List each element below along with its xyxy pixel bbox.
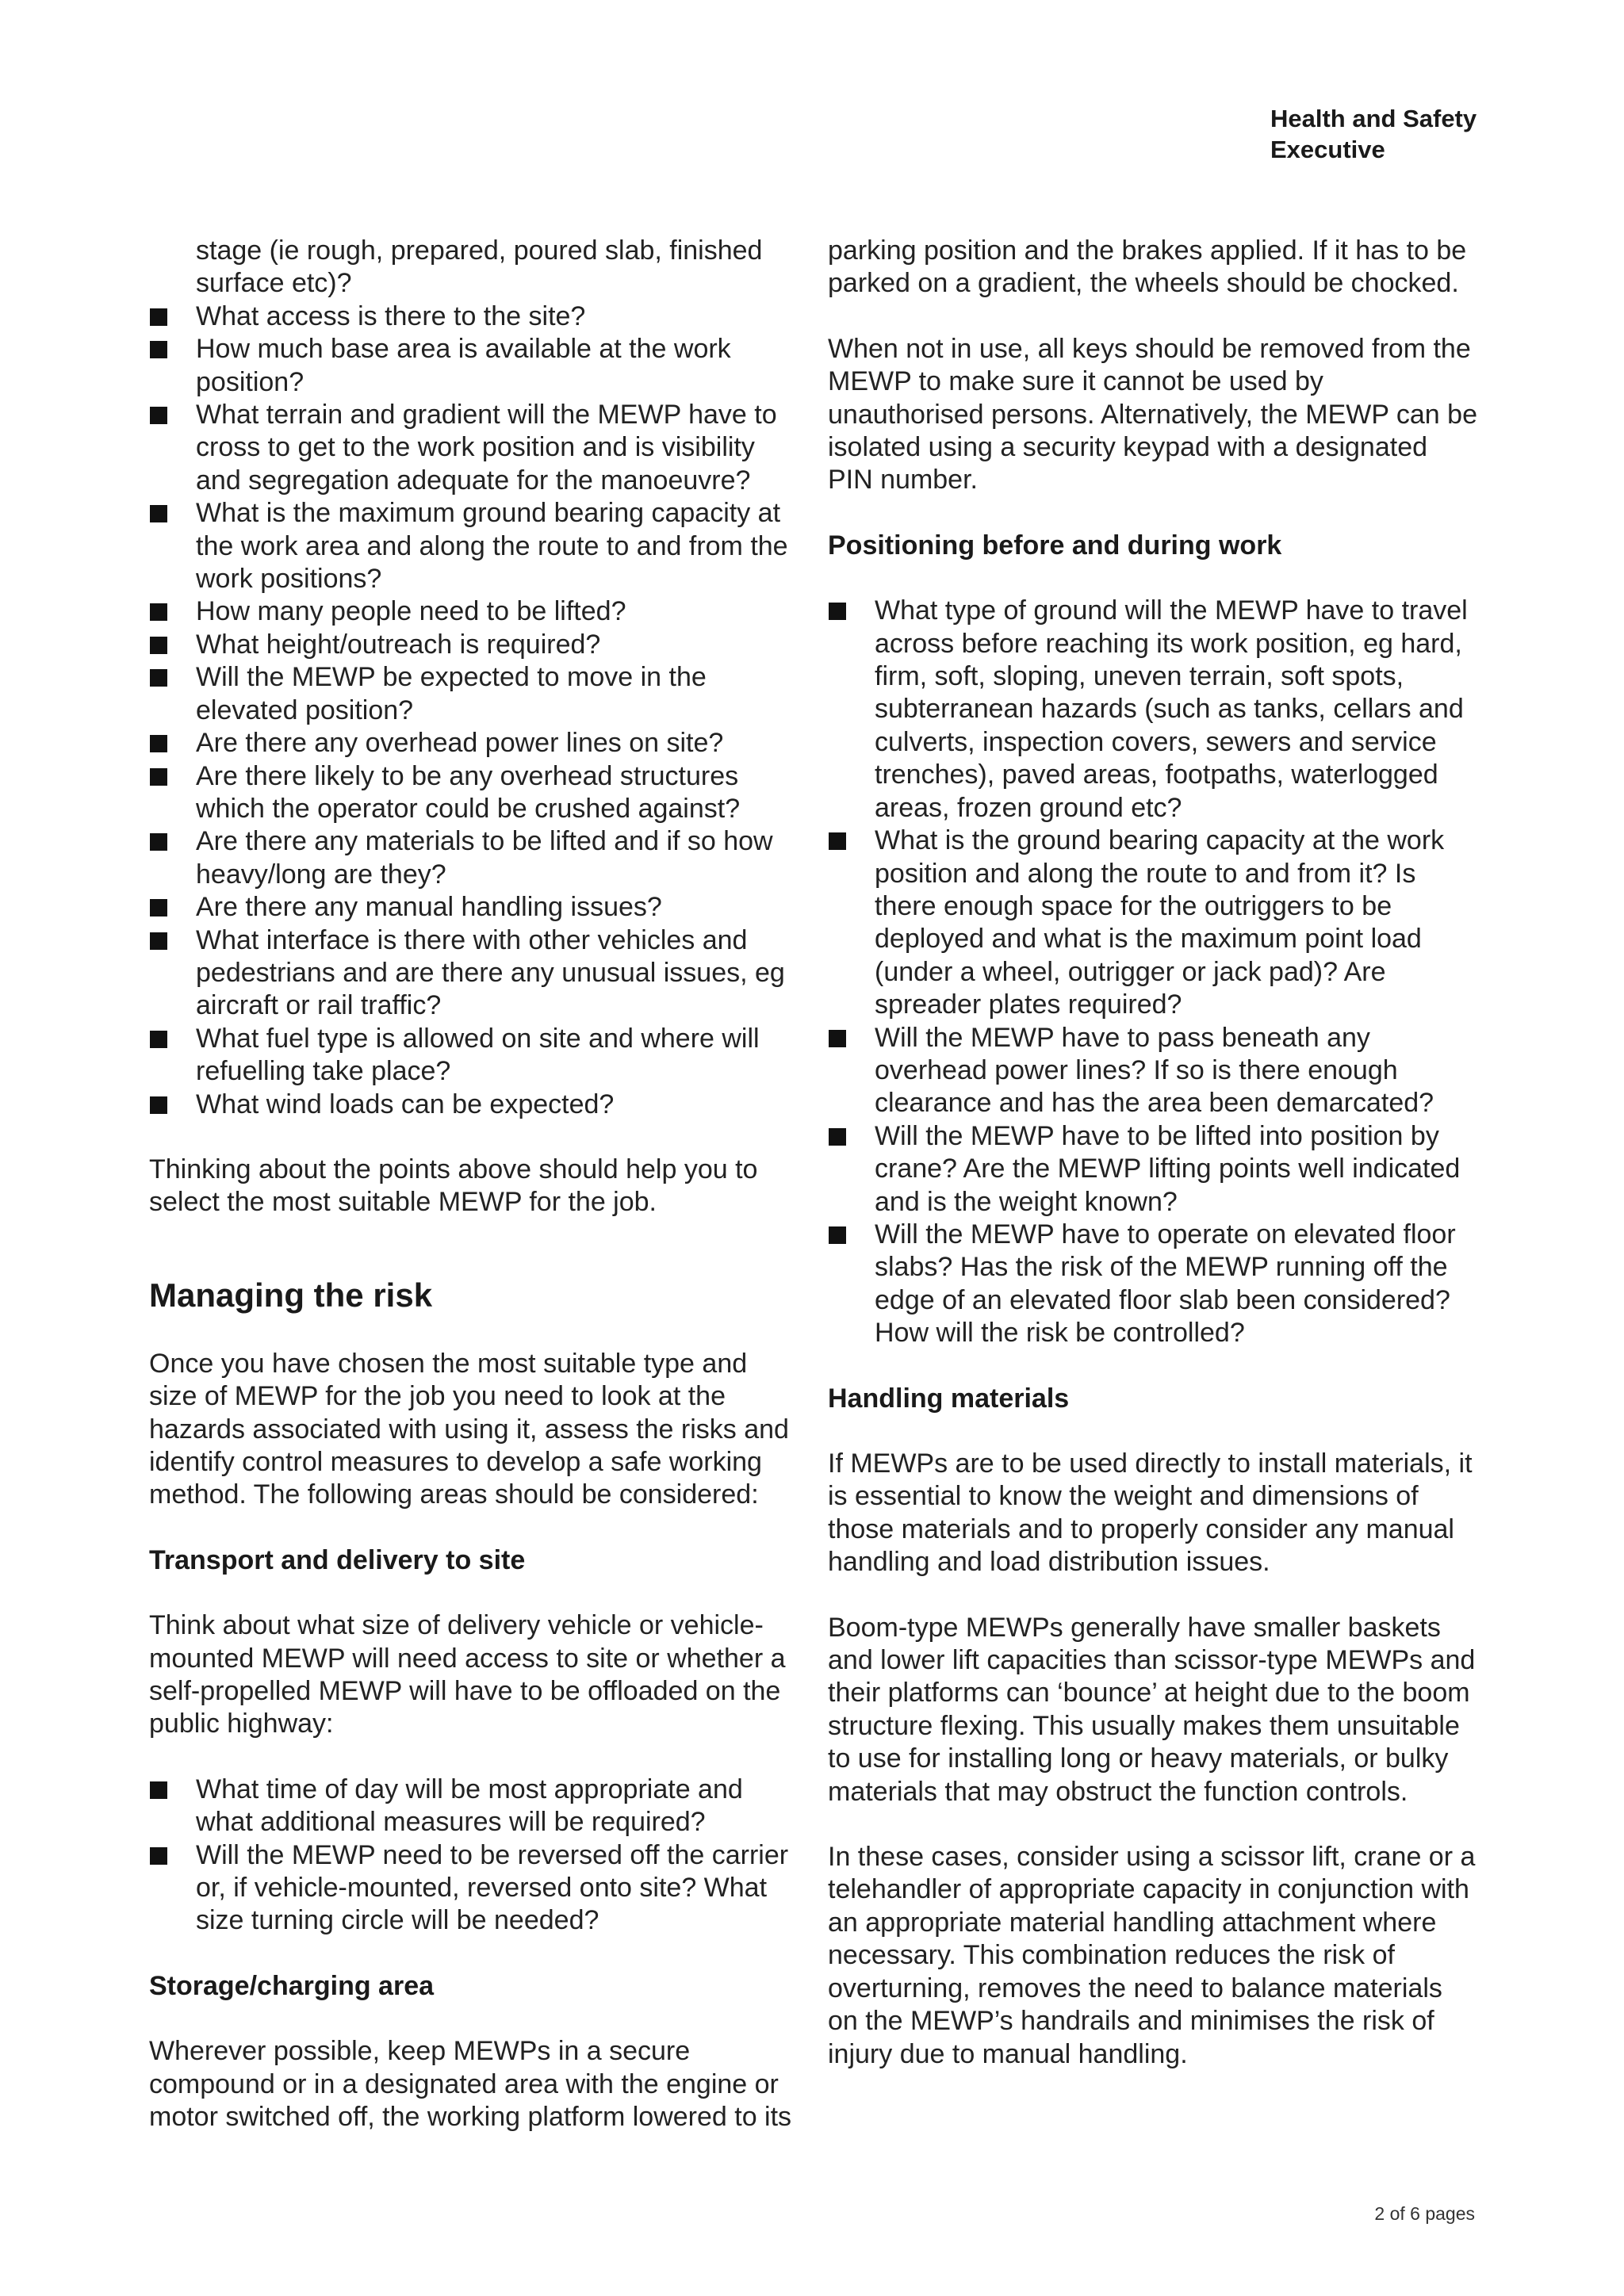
page-number: 2 of 6 pages [1374,2203,1475,2224]
managing-risk-heading: Managing the risk [149,1276,433,1314]
square-bullet-icon [829,832,846,850]
handling-paragraph-1: If MEWPs are to be used directly to install materials, it is essential to know the weight and dimensions of those materials and to properly consider any manual handling and load distribution issues. [828,1448,1473,1578]
square-bullet-icon [150,768,167,786]
square-bullet-icon [150,1847,167,1865]
list-item: Will the MEWP have to operate on elevated floor slabs? Has the risk of the MEWP running off the edge of an elevated floor slab been considered? How will the risk be controlled? [828,1219,1480,1350]
continued-bullet-text: stage (ie rough, prepared, poured slab, finished surface etc)? [196,235,763,299]
transport-heading: Transport and delivery to site [149,1544,526,1575]
square-bullet-icon [829,1128,846,1146]
list-item: What interface is there with other vehicles and pedestrians and are there any unusual issues, eg aircraft or rail traffic? [149,924,801,1023]
list-item: Will the MEWP have to pass beneath any overhead power lines? If so is there enough clearance and has the area been demarcated? [828,1022,1480,1120]
list-item: Are there any overhead power lines on site? [149,727,801,760]
list-item: What wind loads can be expected? [149,1089,801,1121]
list-item: What height/outreach is required? [149,629,801,661]
list-item: Are there any manual handling issues? [149,891,801,924]
square-bullet-icon [829,1030,846,1047]
square-bullet-icon [150,637,167,654]
list-item: Will the MEWP need to be reversed off the carrier or, if vehicle-mounted, reversed onto site? What size turning circle will be needed? [149,1839,801,1938]
square-bullet-icon [829,1226,846,1244]
left-column [149,235,801,2134]
list-item: Are there likely to be any overhead structures which the operator could be crushed against? [149,760,801,826]
square-bullet-icon [150,735,167,752]
list-item: Will the MEWP have to be lifted into position by crane? Are the MEWP lifting points well indicated and is the weight known? [828,1120,1480,1219]
square-bullet-icon [150,833,167,851]
organisation-header [1270,103,1532,165]
thinking-paragraph: Thinking about the points above should help you to select the most suitable MEWP for the job. [149,1154,758,1218]
list-item: How many people need to be lifted? [149,595,801,628]
keys-paragraph: When not in use, all keys should be removed from the MEWP to make sure it cannot be used by unauthorised persons. Alternatively, the MEWP can be isolated using a security keypad with a designated PIN number. [828,333,1477,496]
square-bullet-icon [150,407,167,424]
storage-paragraph: Wherever possible, keep MEWPs in a secure compound or in a designated area with the engine or motor switched off, the working platform lowered to its [149,2036,792,2133]
mewp-selection-list [149,300,801,1121]
list-item: What terrain and gradient will the MEWP have to cross to get to the work position and is visibility and segregation adequate for the manoeuvre? [149,399,801,497]
list-item: What time of day will be most appropriate and what additional measures will be required? [149,1774,801,1839]
list-item: Are there any materials to be lifted and if so how heavy/long are they? [149,825,801,891]
transport-paragraph: Think about what size of delivery vehicle or vehicle-mounted MEWP will need access to site or whether a self-propelled MEWP will have to be offloaded on the public highway: [149,1610,786,1739]
list-item: Will the MEWP be expected to move in the elevated position? [149,661,801,727]
list-item: What is the ground bearing capacity at the work position and along the route to and from it? Is there enough space for the outriggers to be deployed and what is the maximum point load (under a wheel, outrigger or jack pad)? Are spreader plates required? [828,825,1480,1021]
square-bullet-icon [150,505,167,522]
positioning-heading: Positioning before and during work [828,530,1282,561]
header-line-2: Executive [1270,136,1385,163]
square-bullet-icon [829,603,846,620]
square-bullet-icon [150,603,167,621]
list-item: How much base area is available at the work position? [149,333,801,399]
list-item: What fuel type is allowed on site and where will refuelling take place? [149,1023,801,1089]
square-bullet-icon [150,899,167,916]
square-bullet-icon [150,341,167,358]
square-bullet-icon [150,308,167,326]
list-item: What access is there to the site? [149,300,801,333]
transport-list [149,1774,801,1938]
handling-paragraph-3: In these cases, consider using a scissor lift, crane or a telehandler of appropriate capacity in conjunction with an appropriate material handling attachment where necessary. This combination reduces the risk of overturning, removes the need to balance materials on the MEWP’s handrails and minimises the risk of injury due to manual handling. [828,1842,1476,2069]
square-bullet-icon [150,669,167,687]
right-column [828,235,1480,2071]
square-bullet-icon [150,1781,167,1799]
managing-risk-paragraph: Once you have chosen the most suitable type and size of MEWP for the job you need to look at the hazards associated with using it, assess the risks and identify control measures to develop a safe working method. The following areas should be considered: [149,1348,789,1510]
list-item: What type of ground will the MEWP have to travel across before reaching its work position, eg hard, firm, soft, sloping, uneven terrain, soft spots, subterranean hazards (such as tanks, cellars and culverts, inspection covers, sewers and service trenches), paved areas, footpaths, waterlogged areas, frozen ground etc? [828,595,1480,825]
parking-paragraph: parking position and the brakes applied. If it has to be parked on a gradient, the wheels should be chocked. [828,235,1467,299]
header-line-1: Health and Safety [1270,105,1477,132]
positioning-list [828,595,1480,1349]
storage-heading: Storage/charging area [149,1970,435,2001]
handling-heading: Handling materials [828,1383,1070,1414]
list-item: What is the maximum ground bearing capacity at the work area and along the route to and from the work positions? [149,497,801,595]
square-bullet-icon [150,1096,167,1114]
handling-paragraph-2: Boom-type MEWPs generally have smaller baskets and lower lift capacities than scissor-type MEWPs and their platforms can ‘bounce’ at height due to the boom structure flexing. This usually makes them unsuitable to use for installing long or heavy materials, or bulky materials that may obstruct the function controls. [828,1612,1476,1807]
square-bullet-icon [150,1031,167,1048]
square-bullet-icon [150,932,167,950]
